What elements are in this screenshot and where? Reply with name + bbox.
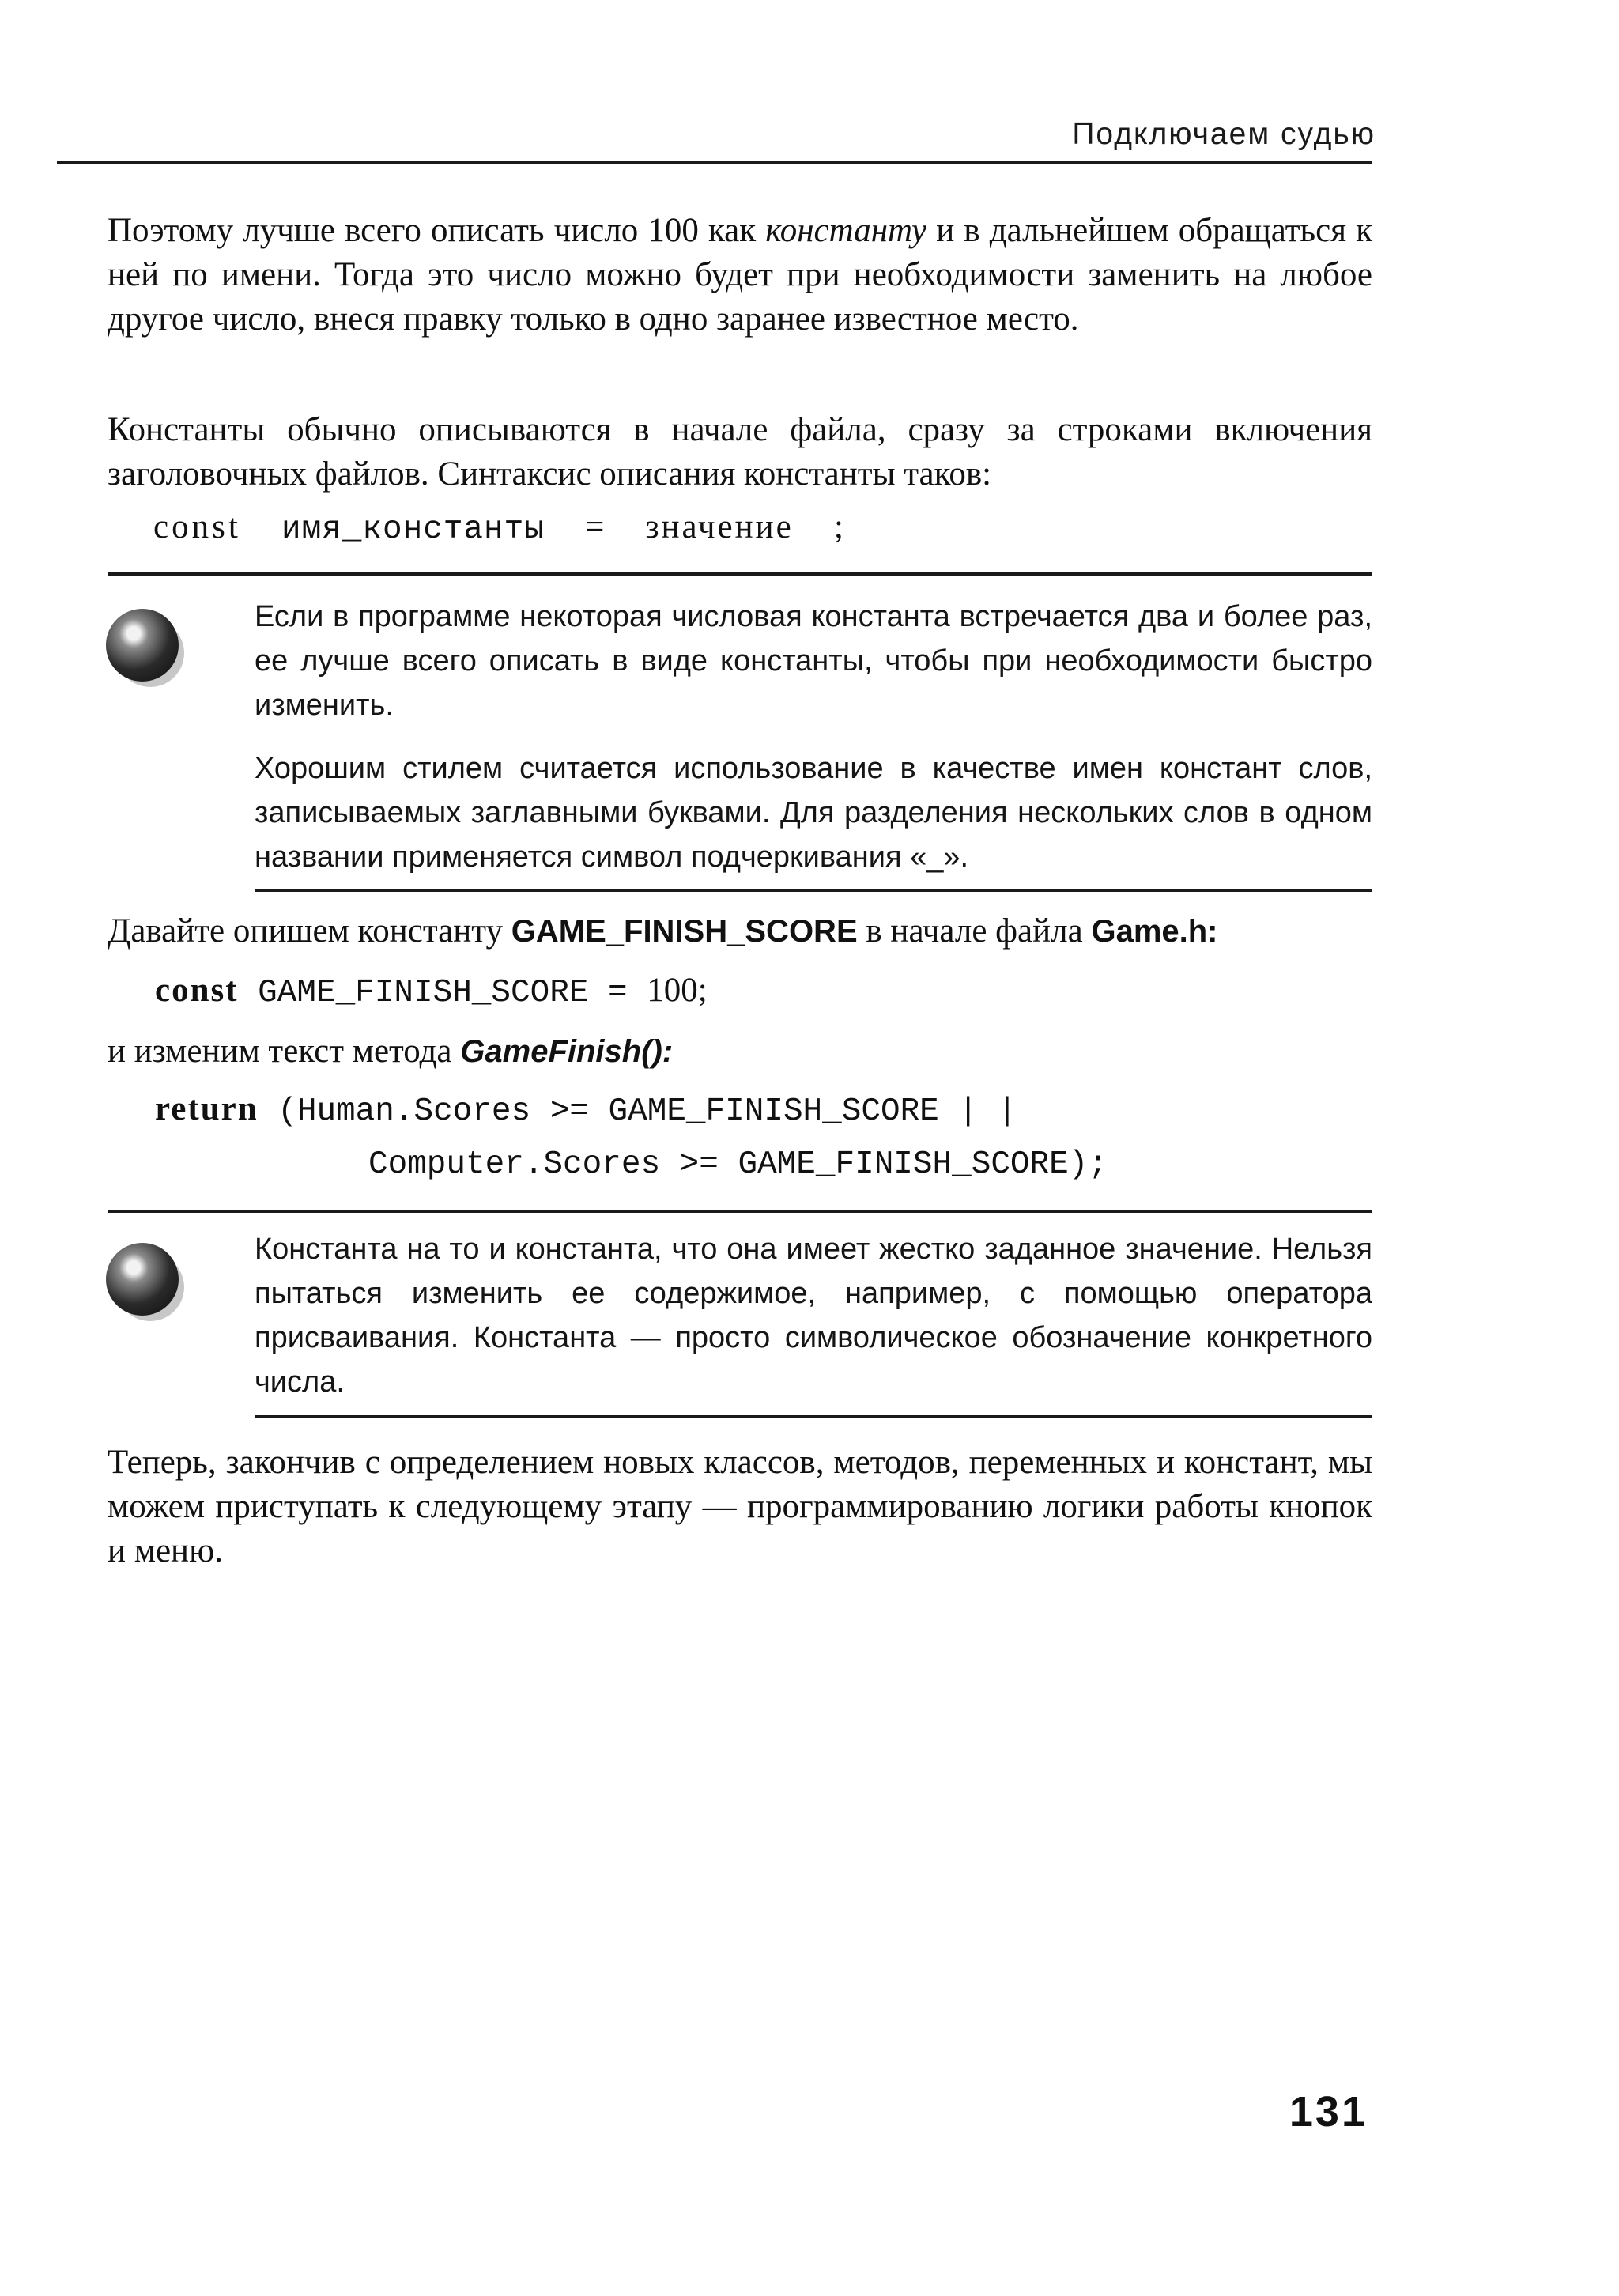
paragraph-declare-constant	[108, 909, 1372, 954]
note2-top-rule	[108, 1210, 1372, 1213]
note1-bottom-rule	[255, 889, 1372, 892]
note-globe-icon-2	[106, 1243, 179, 1316]
code1-value: 100;	[647, 972, 708, 1009]
code-return-line-2: Computer.Scores >= GAME_FINISH_SCORE);	[368, 1146, 1108, 1183]
para3-text-middle: в начале файла	[857, 912, 1092, 950]
code-keyword-return: return	[155, 1090, 259, 1127]
paragraph-constant-location: Константы обычно описываются в начале файла, сразу за строками включения заголовочных файлов. Синтаксис описания константы таков:	[108, 411, 1372, 493]
code-keyword-const: const	[155, 972, 239, 1009]
syntax-semicolon: ;	[833, 508, 844, 546]
para1-text-start: Поэтому лучше всего описать число 100 как	[108, 212, 766, 249]
note2-bottom-rule	[255, 1415, 1372, 1418]
syntax-keyword: const	[153, 508, 241, 546]
paragraph-next-stage: Теперь, закончив с определением новых классов, методов, переменных и констант, мы можем приступать к следующему этапу — программированию логики работы кнопок и меню.	[108, 1444, 1372, 1569]
running-head: Подключаем судью	[1072, 117, 1376, 151]
code2-line1-text: (Human.Scores >= GAME_FINISH_SCORE | |	[258, 1093, 1017, 1130]
paragraph-change-method	[108, 1029, 1372, 1074]
syntax-line	[153, 508, 844, 548]
para1-emphasis: константу	[765, 212, 927, 249]
syntax-equals: =	[585, 508, 606, 546]
method-name: GameFinish():	[460, 1034, 674, 1069]
code1-identifier: GAME_FINISH_SCORE =	[238, 975, 647, 1011]
para1-text-end: и в дальнейшем обращаться к ней по имени. Тогда это число можно будет при необходимости заменить на любое другое число, внеся правку только в одно заранее известное место.	[108, 212, 1372, 338]
note2-paragraph: Константа на то и константа, что она имеет жестко заданное значение. Нельзя пытаться изменить ее содержимое, например, с помощью оператора присваивания. Константа — просто символическое обозначение конкретного числа.	[255, 1233, 1372, 1399]
paragraph-constant-intro	[108, 209, 1372, 342]
syntax-value: значение	[645, 508, 794, 546]
note1-paragraph-1: Если в программе некоторая числовая константа встречается два и более раз, ее лучше всего описать в виде константы, чтобы при необходимости быстро изменить.	[255, 600, 1372, 722]
note1-top-rule	[108, 572, 1372, 576]
note-globe-icon	[106, 609, 179, 682]
para3-text-start: Давайте опишем константу	[108, 912, 511, 950]
para4-text: и изменим текст метода	[108, 1033, 461, 1070]
constant-name: GAME_FINISH_SCORE	[511, 914, 858, 949]
code-const-declaration	[155, 971, 708, 1011]
code-return-line-1	[155, 1089, 1017, 1130]
file-name: Game.h:	[1091, 914, 1218, 949]
syntax-name: имя_константы	[281, 512, 545, 548]
page-number: 131	[1289, 2088, 1368, 2136]
note1-paragraph-2: Хорошим стилем считается использование в качестве имен констант слов, записываемых заглавными буквами. Для разделения нескольких слов в одном названии применяется символ подчеркивания «_».	[255, 752, 1372, 874]
header-rule	[57, 161, 1372, 164]
